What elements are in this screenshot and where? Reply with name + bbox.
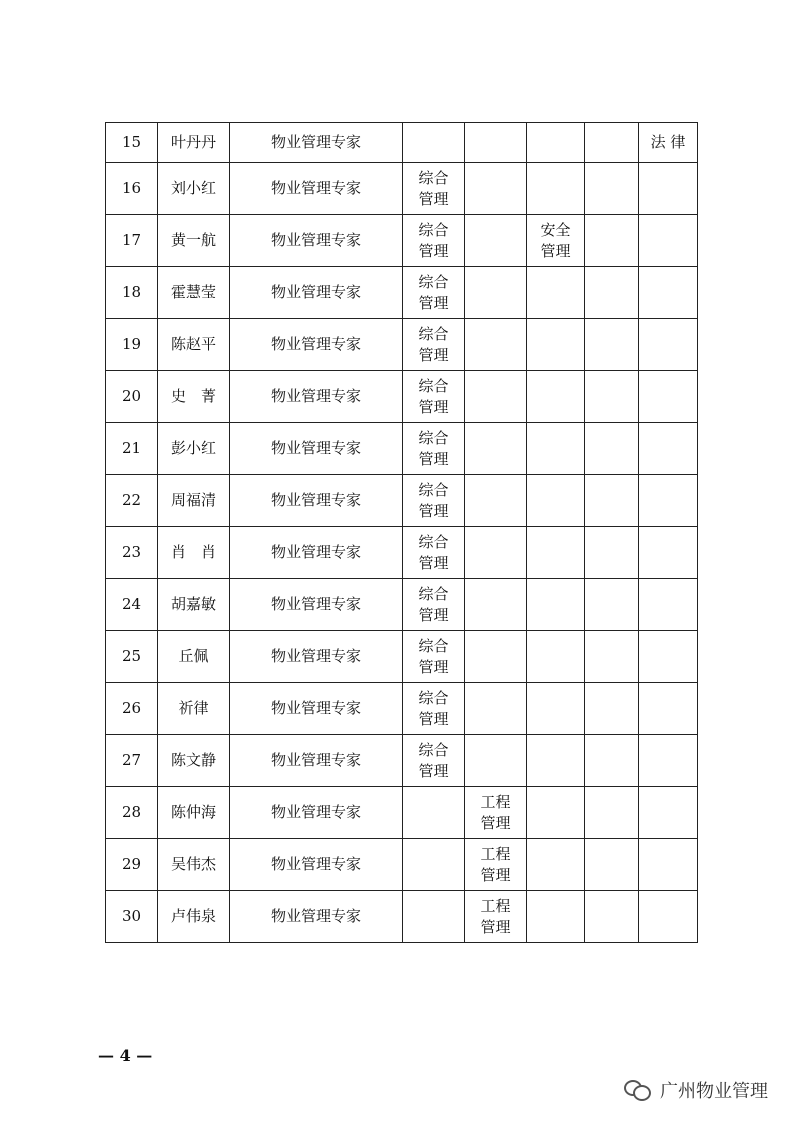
cell-text: 26 xyxy=(121,699,142,717)
cell-text: 综合管理 xyxy=(418,220,449,260)
cell-c5 xyxy=(639,787,698,839)
cell-text: 卢伟泉 xyxy=(170,907,216,925)
cell-c5 xyxy=(639,123,698,163)
table-row xyxy=(106,527,698,579)
cell-c4 xyxy=(585,371,639,423)
cell-c4 xyxy=(585,631,639,683)
cell-c5 xyxy=(639,579,698,631)
cell-text: 叶丹丹 xyxy=(170,133,216,151)
cell-c2 xyxy=(465,475,527,527)
cell-c5 xyxy=(639,267,698,319)
cell-title xyxy=(230,631,403,683)
cell-c5 xyxy=(639,319,698,371)
cell-text: 物业管理专家 xyxy=(270,699,361,717)
cell-text: 20 xyxy=(121,387,142,405)
table-row xyxy=(106,423,698,475)
cell-no xyxy=(106,475,158,527)
cell-title xyxy=(230,163,403,215)
cell-text: 工程管理 xyxy=(480,792,511,832)
cell-c4 xyxy=(585,319,639,371)
cell-c5 xyxy=(639,215,698,267)
cell-c1 xyxy=(403,123,465,163)
cell-c3 xyxy=(527,839,585,891)
cell-text: 综合管理 xyxy=(418,636,449,676)
cell-name xyxy=(158,527,230,579)
cell-text: 工程管理 xyxy=(480,844,511,884)
cell-text: 物业管理专家 xyxy=(270,647,361,665)
cell-text: 霍慧莹 xyxy=(170,283,216,301)
cell-name xyxy=(158,683,230,735)
cell-c2 xyxy=(465,579,527,631)
cell-text: 物业管理专家 xyxy=(270,439,361,457)
cell-text: 综合管理 xyxy=(418,272,449,312)
cell-text: 物业管理专家 xyxy=(270,387,361,405)
cell-text: 物业管理专家 xyxy=(270,543,361,561)
cell-text: 物业管理专家 xyxy=(270,335,361,353)
cell-text: 吴伟杰 xyxy=(170,855,216,873)
cell-c1 xyxy=(403,891,465,943)
cell-c1 xyxy=(403,371,465,423)
cell-c1 xyxy=(403,423,465,475)
cell-c5 xyxy=(639,527,698,579)
cell-c4 xyxy=(585,123,639,163)
cell-text: 综合管理 xyxy=(418,324,449,364)
cell-name xyxy=(158,163,230,215)
cell-c1 xyxy=(403,579,465,631)
cell-text: 17 xyxy=(121,231,142,249)
cell-c1 xyxy=(403,735,465,787)
cell-text: 物业管理专家 xyxy=(270,595,361,613)
cell-text: 综合管理 xyxy=(418,584,449,624)
cell-c1 xyxy=(403,683,465,735)
cell-c4 xyxy=(585,891,639,943)
cell-c2 xyxy=(465,735,527,787)
cell-c3 xyxy=(527,475,585,527)
cell-text: 24 xyxy=(121,595,142,613)
cell-no xyxy=(106,787,158,839)
cell-text: 史 菁 xyxy=(170,387,216,405)
cell-c3 xyxy=(527,891,585,943)
cell-text: 综合管理 xyxy=(418,480,449,520)
cell-name xyxy=(158,123,230,163)
cell-name xyxy=(158,371,230,423)
cell-no xyxy=(106,267,158,319)
watermark-text: 广州物业管理 xyxy=(660,1081,768,1102)
table-row xyxy=(106,735,698,787)
cell-c5 xyxy=(639,735,698,787)
table-row xyxy=(106,631,698,683)
cell-c3 xyxy=(527,787,585,839)
cell-text: 周福清 xyxy=(170,491,216,509)
cell-c5 xyxy=(639,371,698,423)
cell-c4 xyxy=(585,735,639,787)
cell-text: 刘小红 xyxy=(170,179,216,197)
cell-no xyxy=(106,891,158,943)
cell-c2 xyxy=(465,215,527,267)
cell-no xyxy=(106,319,158,371)
cell-name xyxy=(158,579,230,631)
cell-text: 综合管理 xyxy=(418,532,449,572)
cell-text: 物业管理专家 xyxy=(270,283,361,301)
cell-c4 xyxy=(585,683,639,735)
cell-text: 21 xyxy=(121,439,142,457)
cell-c3 xyxy=(527,319,585,371)
cell-text: 15 xyxy=(121,133,142,151)
cell-text: 安全管理 xyxy=(540,220,571,260)
cell-title xyxy=(230,423,403,475)
cell-text: 综合管理 xyxy=(418,740,449,780)
cell-text: 27 xyxy=(121,751,142,769)
watermark xyxy=(624,1077,768,1103)
cell-text: 综合管理 xyxy=(418,376,449,416)
cell-c5 xyxy=(639,891,698,943)
table-row xyxy=(106,215,698,267)
table-row xyxy=(106,371,698,423)
cell-text: 19 xyxy=(121,335,142,353)
table-row xyxy=(106,579,698,631)
cell-text: 物业管理专家 xyxy=(270,231,361,249)
cell-c4 xyxy=(585,579,639,631)
cell-title xyxy=(230,475,403,527)
cell-c4 xyxy=(585,215,639,267)
cell-name xyxy=(158,319,230,371)
cell-no xyxy=(106,527,158,579)
cell-title xyxy=(230,527,403,579)
cell-c5 xyxy=(639,475,698,527)
cell-c3 xyxy=(527,683,585,735)
cell-c4 xyxy=(585,787,639,839)
cell-c5 xyxy=(639,683,698,735)
cell-text: 物业管理专家 xyxy=(270,907,361,925)
cell-c3 xyxy=(527,371,585,423)
cell-c5 xyxy=(639,423,698,475)
cell-text: 综合管理 xyxy=(418,428,449,468)
cell-c3 xyxy=(527,215,585,267)
cell-text: 综合管理 xyxy=(418,688,449,728)
cell-c5 xyxy=(639,631,698,683)
cell-text: 陈文静 xyxy=(170,751,216,769)
cell-name xyxy=(158,423,230,475)
cell-c1 xyxy=(403,319,465,371)
table-row xyxy=(106,839,698,891)
cell-text: 16 xyxy=(121,179,142,197)
cell-no xyxy=(106,683,158,735)
cell-no xyxy=(106,123,158,163)
cell-name xyxy=(158,475,230,527)
cell-text: 丘佩 xyxy=(178,647,209,665)
cell-c3 xyxy=(527,579,585,631)
cell-text: 物业管理专家 xyxy=(270,133,361,151)
cell-c2 xyxy=(465,423,527,475)
table-row xyxy=(106,123,698,163)
table-row xyxy=(106,475,698,527)
cell-text: 黄一航 xyxy=(170,231,216,249)
cell-text: 法 律 xyxy=(650,133,686,151)
cell-c1 xyxy=(403,631,465,683)
cell-c3 xyxy=(527,267,585,319)
cell-text: 陈赵平 xyxy=(170,335,216,353)
cell-c2 xyxy=(465,267,527,319)
cell-c2 xyxy=(465,631,527,683)
cell-name xyxy=(158,735,230,787)
cell-no xyxy=(106,735,158,787)
cell-c5 xyxy=(639,839,698,891)
cell-name xyxy=(158,215,230,267)
cell-text: 彭小红 xyxy=(170,439,216,457)
cell-c4 xyxy=(585,527,639,579)
cell-c2 xyxy=(465,163,527,215)
cell-c3 xyxy=(527,123,585,163)
cell-no xyxy=(106,579,158,631)
wechat-icon xyxy=(624,1080,652,1100)
cell-c2 xyxy=(465,123,527,163)
cell-text: 物业管理专家 xyxy=(270,855,361,873)
cell-no xyxy=(106,215,158,267)
table-row xyxy=(106,163,698,215)
cell-name xyxy=(158,891,230,943)
cell-title xyxy=(230,215,403,267)
cell-no xyxy=(106,839,158,891)
cell-title xyxy=(230,683,403,735)
cell-c1 xyxy=(403,839,465,891)
cell-c2 xyxy=(465,683,527,735)
cell-c1 xyxy=(403,475,465,527)
cell-c2 xyxy=(465,319,527,371)
cell-text: 物业管理专家 xyxy=(270,179,361,197)
cell-text: 23 xyxy=(121,543,142,561)
cell-title xyxy=(230,319,403,371)
cell-c1 xyxy=(403,267,465,319)
cell-c4 xyxy=(585,267,639,319)
cell-name xyxy=(158,787,230,839)
cell-title xyxy=(230,787,403,839)
page-number: — 4 — xyxy=(98,1046,153,1065)
cell-text: 祈律 xyxy=(178,699,209,717)
table-row xyxy=(106,891,698,943)
cell-text: 物业管理专家 xyxy=(270,491,361,509)
cell-text: 28 xyxy=(121,803,142,821)
cell-title xyxy=(230,891,403,943)
cell-c4 xyxy=(585,839,639,891)
cell-c4 xyxy=(585,475,639,527)
cell-title xyxy=(230,735,403,787)
cell-c3 xyxy=(527,163,585,215)
cell-no xyxy=(106,371,158,423)
cell-text: 22 xyxy=(121,491,142,509)
cell-c2 xyxy=(465,527,527,579)
cell-title xyxy=(230,839,403,891)
cell-c2 xyxy=(465,787,527,839)
cell-c3 xyxy=(527,735,585,787)
cell-text: 肖 肖 xyxy=(170,543,216,561)
cell-c1 xyxy=(403,163,465,215)
expert-table xyxy=(105,122,698,943)
cell-c1 xyxy=(403,527,465,579)
cell-text: 物业管理专家 xyxy=(270,803,361,821)
cell-title xyxy=(230,579,403,631)
cell-c4 xyxy=(585,423,639,475)
cell-c2 xyxy=(465,839,527,891)
cell-no xyxy=(106,631,158,683)
cell-c3 xyxy=(527,631,585,683)
cell-title xyxy=(230,371,403,423)
cell-c1 xyxy=(403,215,465,267)
cell-c3 xyxy=(527,527,585,579)
cell-c2 xyxy=(465,371,527,423)
cell-name xyxy=(158,267,230,319)
cell-c5 xyxy=(639,163,698,215)
cell-text: 30 xyxy=(121,907,142,925)
cell-title xyxy=(230,267,403,319)
cell-text: 物业管理专家 xyxy=(270,751,361,769)
table-row xyxy=(106,319,698,371)
cell-c2 xyxy=(465,891,527,943)
table-row xyxy=(106,787,698,839)
cell-text: 综合管理 xyxy=(418,168,449,208)
table-row xyxy=(106,267,698,319)
cell-title xyxy=(230,123,403,163)
cell-no xyxy=(106,423,158,475)
table-row xyxy=(106,683,698,735)
cell-text: 工程管理 xyxy=(480,896,511,936)
cell-c1 xyxy=(403,787,465,839)
cell-text: 18 xyxy=(121,283,142,301)
cell-c4 xyxy=(585,163,639,215)
cell-name xyxy=(158,631,230,683)
cell-name xyxy=(158,839,230,891)
cell-text: 胡嘉敏 xyxy=(170,595,216,613)
cell-no xyxy=(106,163,158,215)
cell-c3 xyxy=(527,423,585,475)
cell-text: 25 xyxy=(121,647,142,665)
cell-text: 29 xyxy=(121,855,142,873)
cell-text: 陈仲海 xyxy=(170,803,216,821)
